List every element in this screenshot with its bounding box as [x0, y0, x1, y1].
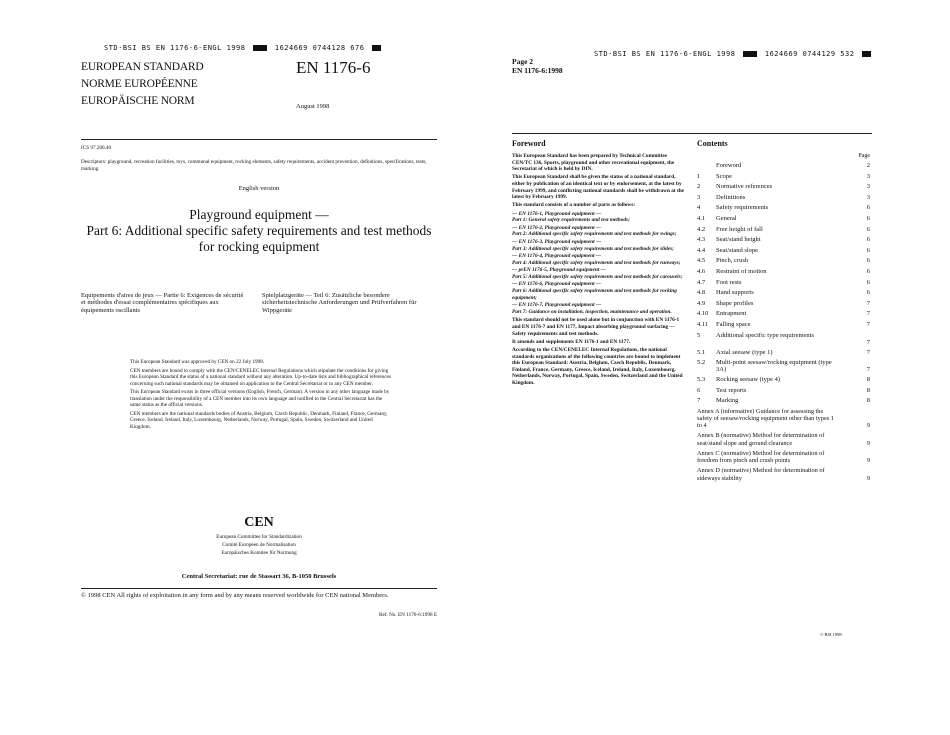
- contents-title: Definitions: [716, 193, 746, 201]
- german-title: Spielplatzgeräte — Teil 6: Zusätzliche besondere sicherheitstechnische Anforderungen und Prüfverfahren für Wippgeräte: [262, 292, 417, 314]
- contents-row: [697, 194, 870, 205]
- contents-page: 3: [866, 183, 870, 191]
- foreword-paragraph: This standard should not be used alone but in conjunction with EN 1176-1 and EN 1176-7 and EN 1177, Impact absorbing playground surfacing — Safety requirements and test methods.: [512, 317, 680, 337]
- part-head: — prEN 1176-5, Playground equipment —: [512, 267, 606, 274]
- contents-number: 4.7: [697, 278, 706, 286]
- contents-number: 1: [697, 172, 701, 180]
- approval-block: [130, 359, 391, 430]
- part-body: Part 5: Additional specific safety requirements and test methods for carousels;: [512, 273, 683, 280]
- part-head: — EN 1176-6, Playground equipment —: [512, 281, 602, 288]
- contents-title: Normative references: [716, 183, 773, 191]
- annex-list: [697, 408, 870, 482]
- annex-page: 9: [866, 474, 870, 482]
- header-name-en: EUROPEAN STANDARD: [81, 61, 204, 73]
- contents-page: 8: [866, 397, 870, 405]
- contents-title: Scope: [716, 172, 732, 180]
- contents-number: 5.3: [697, 376, 706, 384]
- contents-page: 2: [866, 162, 870, 169]
- annex-row: [697, 432, 870, 446]
- copyright-notice: © 1998 CEN All rights of exploitation in any form and by any means reserved worldwide for CEN national Members.: [81, 592, 389, 599]
- contents-page: 6: [866, 257, 870, 265]
- contents-number: 4.4: [697, 246, 706, 254]
- french-title: Equipements d'aires de jeux — Partie 6: Exigences de sécurité et méthodes d'essai complémentaires spécifiques aux équipements oscillants: [81, 292, 244, 314]
- contents-title: Marking: [716, 397, 739, 405]
- contents-page: 7: [866, 299, 870, 307]
- contents-page: 7: [866, 338, 870, 346]
- annex-title: Annex B (normative) Method for determination of seat/stand slope and ground clearance: [697, 432, 825, 447]
- annex-page: 9: [866, 422, 870, 430]
- contents-page: 8: [866, 376, 870, 384]
- part-head: — EN 1176-4, Playground equipment —: [512, 253, 602, 260]
- contents-title: Shape profiles: [716, 299, 754, 307]
- contents-row: [697, 257, 870, 268]
- contents-page: 6: [866, 246, 870, 254]
- part-entry: [512, 225, 687, 238]
- contents-page: 7: [866, 348, 870, 356]
- cen-name: Comité Européen de Normalisation: [222, 542, 296, 548]
- contents-row: [697, 236, 870, 247]
- foreword-paragraph: According to the CEN/CENELEC Internal Regulations, the national standards organizations of the following countries are bound to implement this European Standard: Austria, Belgium, Czech Republic, Denmark, Finland, France, Germany, Greece, Iceland, Ireland, Italy, Luxembourg, Netherlands, Norway, Portugal, Spain, Sweden, Switzerland and the United Kingdom.: [512, 347, 683, 386]
- contents-page: 3: [866, 172, 870, 180]
- contents-row: [697, 279, 870, 290]
- parts-list: [512, 211, 687, 316]
- contents-row: [697, 173, 870, 184]
- foreword-paragraph: It amends and supplements EN 1176-1 and EN 1177.: [512, 338, 631, 345]
- contents-number: 5.2: [697, 359, 706, 367]
- contents-page: 6: [866, 278, 870, 286]
- contents-row: [697, 226, 870, 237]
- page-header: [512, 57, 563, 75]
- left-barcode-suffix: 1624669 0744128 676: [274, 44, 365, 52]
- contents-row: [697, 268, 870, 279]
- barcode-block: [743, 51, 757, 57]
- part-head: — EN 1176-7, Playground equipment —: [512, 302, 602, 309]
- contents-page: 6: [866, 236, 870, 244]
- contents-title: Falling space: [716, 320, 751, 328]
- part-head: — EN 1176-1, Playground equipment —: [512, 210, 602, 217]
- annex-page: 9: [866, 457, 870, 465]
- cen-name: Europäisches Komitee für Normung: [221, 550, 297, 556]
- part-entry: [512, 211, 687, 224]
- contents-title: Restraint of motion: [716, 267, 767, 275]
- approval-paragraph: CEN members are bound to comply with the CEN/CENELEC Internal Regulations which stipulate the conditions for giving this European Standard the status of a national standard without any alteration. Up-to-date lists and bibliographical references concerning such national standards may be obtained on application to the Central Secretariat or to any CEN member.: [130, 367, 391, 387]
- contents-page: 7: [866, 310, 870, 318]
- contents-title: Safety requirements: [716, 204, 769, 212]
- standard-date: August 1998: [296, 103, 330, 110]
- contents-heading: Contents: [697, 139, 728, 148]
- title-line: Playground equipment —: [189, 207, 329, 222]
- contents-number: 5.1: [697, 348, 706, 356]
- contents-row: [697, 247, 870, 258]
- contents-number: 4.11: [697, 320, 709, 328]
- contents-number: 2: [697, 183, 701, 191]
- page-standard: EN 1176-6:1998: [512, 66, 563, 75]
- contents-table: [697, 153, 870, 485]
- contents-row: [697, 376, 870, 387]
- right-barcode-text: STD·BSI BS EN 1176-6-ENGL 1998: [594, 50, 736, 58]
- part-entry: [512, 267, 687, 280]
- page-column-header: Page: [858, 153, 870, 159]
- contents-number: 4.9: [697, 299, 706, 307]
- foreword-paragraph: This European Standard has been prepared by Technical Committee CEN/TC 136, Sports, playground and other recreational equipment, the Secretariat of which is held by DIN.: [512, 153, 675, 173]
- contents-title: Hand supports: [716, 289, 754, 297]
- foreword-rule: [512, 133, 872, 134]
- contents-row: [697, 332, 870, 349]
- contents-number: 3: [697, 193, 701, 201]
- contents-title: Rocking seesaw (type 4): [716, 376, 781, 384]
- contents-page: 6: [866, 204, 870, 212]
- standard-header-names: [81, 59, 204, 110]
- language-version: English version: [238, 185, 280, 192]
- contents-number: 5: [697, 331, 701, 339]
- annex-row: [697, 467, 870, 481]
- contents-row: [697, 204, 870, 215]
- foreword-paragraph: This standard consists of a number of parts as follows:: [512, 202, 636, 209]
- part-body: Part 6: Additional specific safety requirements and test methods for rocking equipment;: [512, 288, 677, 301]
- contents-row: [697, 183, 870, 194]
- annex-page: 9: [866, 439, 870, 447]
- contents-row: [697, 387, 870, 398]
- part-head: — EN 1176-2, Playground equipment —: [512, 224, 602, 231]
- cen-logo: CEN: [244, 515, 274, 530]
- header-name-de: EUROPÄISCHE NORM: [81, 95, 195, 107]
- contents-page: 6: [866, 225, 870, 233]
- contents-number: 7: [697, 397, 701, 405]
- right-barcode-strip: [594, 50, 874, 58]
- document-title: [81, 207, 437, 255]
- annex-row: [697, 408, 870, 430]
- central-secretariat: Central Secretariat: rue de Stassart 36, B-1050 Brussels: [181, 573, 337, 580]
- part-entry: [512, 239, 687, 252]
- descriptors-label: Descriptors:: [81, 159, 107, 165]
- contents-title: Additional specific type requirements: [716, 331, 815, 339]
- contents-number: 4.6: [697, 267, 706, 275]
- part-entry: [512, 253, 687, 266]
- part-head: — EN 1176-3, Playground equipment —: [512, 238, 602, 245]
- contents-page: 7: [866, 366, 870, 374]
- contents-number: 6: [697, 386, 701, 394]
- annex-title: Annex C (normative) Method for determination of freedom from pinch and crush points: [697, 449, 825, 465]
- contents-title: Test reports: [716, 386, 747, 394]
- approval-paragraph: CEN members are the national standards bodies of Austria, Belgium, Czech Republic, Denmark, Finland, France, Germany, Greece, Iceland, Ireland, Italy, Luxembourg, Netherlands, Norway, Portugal, Spain, Sweden, Switzerland and United Kingdom.: [130, 410, 388, 430]
- left-barcode-strip: [104, 44, 384, 52]
- contents-page: 3: [866, 193, 870, 201]
- contents-title: Foot rests: [716, 278, 742, 286]
- part-body: Part 1: General safety requirements and test methods;: [512, 217, 630, 224]
- annex-title: Annex A (informative) Guidance for assessing the safety of seesaw/rocking equipment other than types 1 to 4: [697, 407, 834, 430]
- title-line: Part 6: Additional specific safety requirements and test methods: [86, 223, 432, 238]
- contents-page: 6: [866, 267, 870, 275]
- left-barcode-text: STD·BSI BS EN 1176-6-ENGL 1998: [104, 44, 246, 52]
- contents-title: Multi-point seesaw/rocking equipment (type 3A): [716, 359, 832, 374]
- contents-row: [697, 349, 870, 360]
- foreword-heading: Foreword: [512, 139, 546, 148]
- page-label: Page 2: [512, 57, 534, 66]
- contents-title: General: [716, 214, 737, 222]
- part-body: Part 7: Guidance on installation, inspection, maintenance and operation.: [512, 308, 672, 315]
- contents-number: 4: [697, 204, 701, 212]
- header-name-fr: NORME EUROPÉENNE: [81, 78, 198, 90]
- contents-row: [697, 215, 870, 226]
- standard-number: EN 1176-6: [296, 58, 371, 77]
- contents-number: 4.8: [697, 289, 706, 297]
- approval-paragraph: This European Standard was approved by CEN on 22 July 1998.: [130, 359, 265, 365]
- contents-page: 6: [866, 214, 870, 222]
- contents-title: Free height of fall: [716, 225, 763, 233]
- part-body: Part 3: Additional specific safety requirements and test methods for slides;: [512, 245, 674, 252]
- part-body: Part 4: Additional specific safety requirements and test methods for runways;: [512, 259, 681, 266]
- title-line: for rocking equipment: [198, 239, 320, 254]
- contents-title: Seat/stand height: [716, 236, 761, 244]
- contents-row: [697, 359, 870, 376]
- reference-number: Ref. No. EN 1176-6:1998 E: [378, 612, 437, 618]
- contents-page: 6: [866, 289, 870, 297]
- barcode-block: [372, 45, 381, 51]
- part-entry: [512, 302, 687, 315]
- contents-page: 7: [866, 320, 870, 328]
- contents-row: [697, 397, 870, 408]
- contents-title: Axial seesaw (type 1): [716, 348, 773, 356]
- part-body: Part 2: Additional specific safety requirements and test methods for swings;: [512, 231, 677, 238]
- bottom-rule: [81, 588, 437, 589]
- contents-row: [697, 310, 870, 321]
- cen-name: European Committee for Standardization: [216, 534, 302, 540]
- contents-row: [697, 300, 870, 311]
- foreword-paragraph: This European Standard shall be given the status of a national standard, either by publication of an identical text or by endorsement, at the latest by February 1999, and conflicting national standards shall be withdrawn at the latest by February 1999.: [512, 174, 685, 201]
- descriptors-text: playground, recreation facilities, toys, communal equipment, rocking elements, safety requirements, accident prevention, definitions, specifications, tests, marking: [81, 159, 427, 172]
- contents-number: 4.3: [697, 236, 706, 244]
- contents-number: 4.1: [697, 214, 706, 222]
- approval-paragraph: This European Standard exists in three official versions (English, French, German). A version in any other language made by translation under the responsibility of a CEN member into its own language and notified to the Central Secretariat has the same status as the official versions.: [130, 389, 390, 408]
- contents-title: Pinch, crush: [716, 257, 749, 265]
- top-rule: [81, 139, 437, 140]
- cen-names: [81, 533, 437, 557]
- contents-title: Entrapment: [716, 310, 747, 318]
- right-barcode-suffix: 1624669 0744129 532: [764, 50, 855, 58]
- annex-row: [697, 450, 870, 464]
- barcode-block: [253, 45, 267, 51]
- part-entry: [512, 281, 687, 301]
- footer-mark: © BSI 1998: [820, 632, 842, 637]
- contents-title: Foreword: [716, 162, 742, 169]
- contents-title: Seat/stand slope: [716, 246, 759, 254]
- contents-row: [697, 162, 870, 173]
- contents-list: [697, 162, 870, 408]
- annex-title: Annex D (normative) Method for determination of sideways stability: [697, 467, 825, 482]
- descriptors: [81, 159, 437, 172]
- contents-row: [697, 289, 870, 300]
- contents-number: 4.2: [697, 225, 706, 233]
- foreword-body: [512, 153, 687, 388]
- contents-page: 8: [866, 386, 870, 394]
- ics-code: ICS 97.200.40: [81, 145, 112, 151]
- contents-number: 4.10: [697, 310, 709, 318]
- contents-row: [697, 321, 870, 332]
- contents-number: 4.5: [697, 257, 706, 265]
- barcode-block: [862, 51, 871, 57]
